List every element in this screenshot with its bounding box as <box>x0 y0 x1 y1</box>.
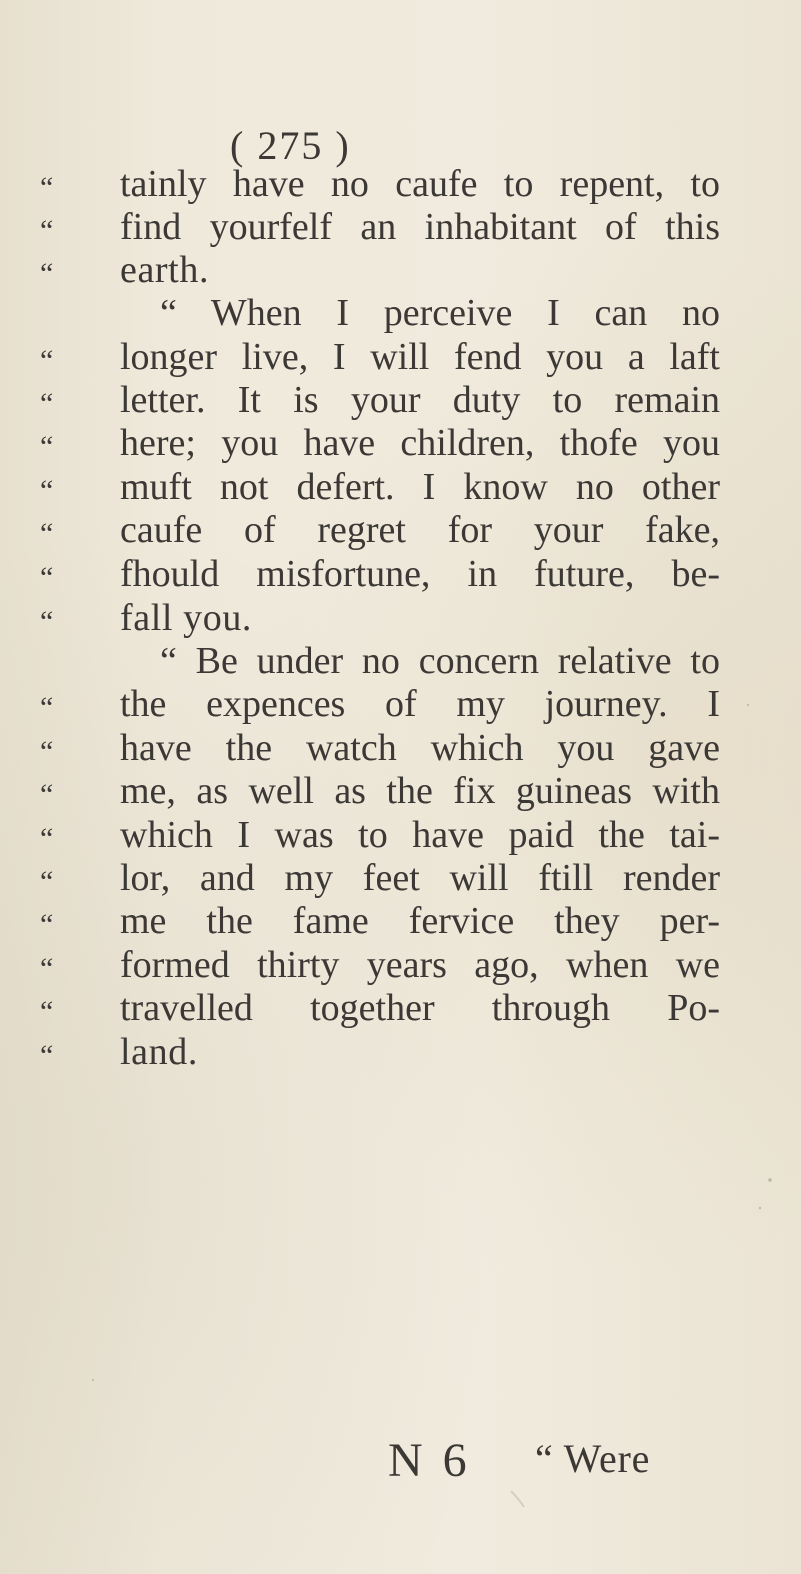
quote-mark: “ <box>40 735 54 768</box>
text-line: me the fame fervice they per- <box>120 900 720 942</box>
quote-mark: “ <box>40 257 54 290</box>
quote-mark: “ <box>40 778 54 811</box>
text-line: caufe of regret for your fake, <box>120 509 720 551</box>
quote-mark: “ <box>40 995 54 1028</box>
text-line: lor, and my feet will ftill render <box>120 857 720 899</box>
text-line: me, as well as the fix guineas with <box>120 770 720 812</box>
page-number-header: ( 275 ) <box>230 123 351 168</box>
signature-mark: N 6 <box>388 1434 471 1487</box>
quote-mark: “ <box>40 171 54 204</box>
text-line: tainly have no caufe to repent, to <box>120 163 720 205</box>
quote-mark: “ <box>40 908 54 941</box>
text-line: letter. It is your duty to remain <box>120 379 720 421</box>
text-line: travelled together through Po- <box>120 987 720 1029</box>
quote-mark: “ <box>40 387 54 420</box>
text-line: the expences of my journey. I <box>120 683 720 725</box>
quote-mark: “ <box>40 474 54 507</box>
quote-mark: “ <box>40 822 54 855</box>
quote-mark: “ <box>40 561 54 594</box>
text-line: land. <box>120 1031 198 1073</box>
text-line: which I was to have paid the tai- <box>120 814 720 856</box>
text-line: muft not defert. I know no other <box>120 466 720 508</box>
quote-mark: “ <box>40 952 54 985</box>
catchword: “ Were <box>535 1436 651 1481</box>
quote-mark: “ <box>40 517 54 550</box>
quote-mark: “ <box>40 1039 54 1072</box>
text-line: fhould misfortune, in future, be- <box>120 553 720 595</box>
text-line: formed thirty years ago, when we <box>120 944 720 986</box>
quote-mark: “ <box>40 605 54 638</box>
text-line: find yourfelf an inhabitant of this <box>120 206 720 248</box>
quote-mark: “ <box>40 344 54 377</box>
text-line: “ When I perceive I can no <box>160 292 720 334</box>
text-line: “ Be under no concern relative to <box>160 640 720 682</box>
quote-mark: “ <box>40 430 54 463</box>
text-line: longer live, I will fend you a laft <box>120 336 720 378</box>
text-line: earth. <box>120 249 210 291</box>
text-line: fall you. <box>120 597 253 639</box>
quote-mark: “ <box>40 214 54 247</box>
quote-mark: “ <box>40 691 54 724</box>
text-line: have the watch which you gave <box>120 727 720 769</box>
text-line: here; you have children, thofe you <box>120 422 720 464</box>
quote-mark: “ <box>40 865 54 898</box>
